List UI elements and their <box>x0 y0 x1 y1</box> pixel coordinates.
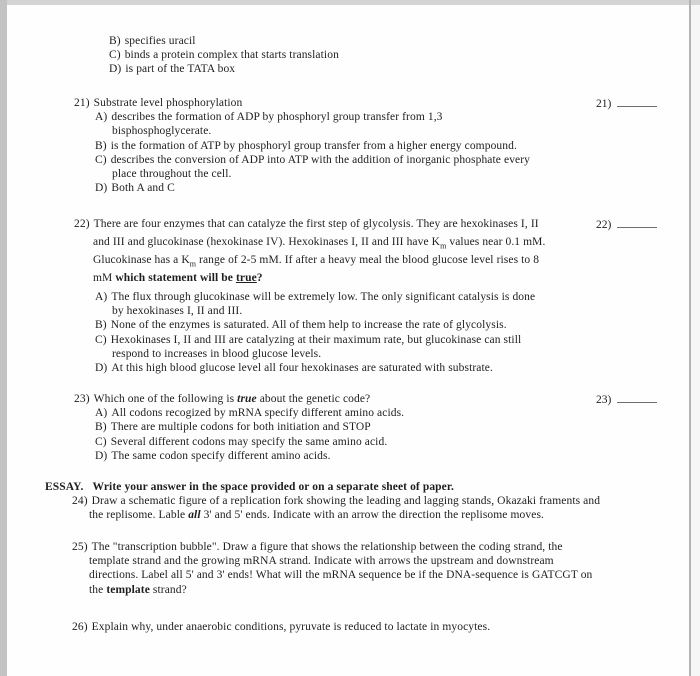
answer-blank-line <box>617 217 657 228</box>
option-text: by hexokinases I, II and III. <box>112 305 243 318</box>
answer-blank-label: 21) <box>596 98 612 110</box>
option-text: is part of the TATA box <box>125 63 236 76</box>
option-line-continued <box>0 304 686 318</box>
question-23 <box>0 392 686 463</box>
question-stem: There are four enzymes that can catalyze the first step of glycolysis. They are hexokinases I, II <box>93 218 539 230</box>
option-line <box>0 406 686 420</box>
option-line <box>0 361 686 375</box>
option-label: C) <box>95 435 107 448</box>
page-edge-right <box>691 5 700 676</box>
option-line-continued <box>0 124 686 138</box>
essay-heading-label: ESSAY. <box>45 481 84 493</box>
essay-question-line-continued <box>0 508 686 522</box>
option-line-continued <box>0 347 686 361</box>
option-label: B) <box>95 319 107 332</box>
question-26 <box>0 620 686 634</box>
answer-blank-label: 23) <box>596 394 612 406</box>
question-stem: Substrate level phosphorylation <box>93 97 243 109</box>
essay-question-line-continued <box>0 554 686 568</box>
question-stem: and III and glucokinase (hexokinase IV). Hexokinases I, II and III have $K_m$ values near 0.1 mM. <box>93 236 546 251</box>
question-24 <box>0 494 686 522</box>
question-25 <box>0 540 686 597</box>
essay-question-text: Draw a schematic figure of a replication fork showing the leading and lagging stands, Okazaki framents and <box>91 495 601 507</box>
option-label: B) <box>95 421 107 434</box>
option-text: All codons recogized by mRNA specify different amino acids. <box>111 407 405 420</box>
option-line <box>0 34 686 48</box>
question-number: 21) <box>74 97 90 109</box>
answer-blank-line <box>617 96 657 107</box>
essay-question-line <box>0 540 686 554</box>
essay-question-text: The "transcription bubble". Draw a figure that shows the relationship between the coding strand, the <box>91 541 563 553</box>
answer-blank-line <box>617 392 657 403</box>
option-label: C) <box>109 49 121 62</box>
question-number: 26) <box>72 621 88 633</box>
page-edge-right-line <box>689 0 691 676</box>
question-number: 22) <box>74 218 90 230</box>
option-line <box>0 435 686 449</box>
option-line <box>0 110 686 124</box>
option-text: Both A and C <box>111 182 175 195</box>
option-label: C) <box>95 333 107 346</box>
essay-question-text: template strand and the growing mRNA strand. Indicate with arrows the upstream and downstream <box>89 555 554 568</box>
option-text: binds a protein complex that starts translation <box>124 49 339 62</box>
answer-blank-21 <box>596 96 657 111</box>
option-text: specifies uracil <box>124 35 196 47</box>
carryover-options <box>0 34 686 77</box>
option-text: Hexokinases I, II and III are catalyzing at their maximum rate, but glucokinase can still <box>110 333 522 346</box>
question-stem: Glucokinase has a $K_m$ range of 2-5 mM. If after a heavy meal the blood glucose level rises to 8 <box>93 254 540 269</box>
question-stem-line <box>0 215 686 233</box>
answer-blank-label: 22) <box>596 219 612 231</box>
option-text: The same codon specify different amino acids. <box>111 449 331 462</box>
option-line <box>0 333 686 347</box>
option-line <box>0 318 686 332</box>
question-stem-line <box>0 392 686 406</box>
essay-question-text: directions. Label all 5' and 3' ends! What will the mRNA sequence be if the DNA-sequence is GATCGT on <box>89 569 593 582</box>
option-line <box>0 290 686 304</box>
option-label: D) <box>95 449 108 462</box>
option-text: Several different codons may specify the same amino acid. <box>110 435 388 448</box>
question-number: 24) <box>72 495 88 507</box>
question-stem: mM which statement will be true? <box>93 272 263 284</box>
option-line <box>0 153 686 167</box>
option-label: D) <box>95 182 108 195</box>
option-label: B) <box>95 139 107 152</box>
option-line <box>0 181 686 195</box>
essay-heading-line <box>0 480 686 494</box>
essay-question-text: Explain why, under anaerobic conditions, pyruvate is reduced to lactate in myocytes. <box>91 621 491 633</box>
essay-question-line-continued <box>0 583 686 597</box>
option-label: D) <box>109 63 122 76</box>
option-label: D) <box>95 361 108 374</box>
question-stem-line <box>0 233 686 251</box>
question-number: 23) <box>74 393 90 405</box>
essay-question-line <box>0 494 686 508</box>
essay-section-heading <box>0 480 686 494</box>
option-text: is the formation of ATP by phosphoryl group transfer from a higher energy compound. <box>110 139 517 152</box>
essay-question-line-continued <box>0 568 686 582</box>
option-line-continued <box>0 167 686 181</box>
option-text: respond to increases in blood glucose levels. <box>112 347 322 360</box>
option-line <box>0 48 686 62</box>
option-text: The flux through glucokinase will be extremely low. The only significant catalysis is done <box>111 291 536 303</box>
essay-instruction: Write your answer in the space provided or on a separate sheet of paper. <box>92 481 455 493</box>
page-edge-top <box>0 0 700 5</box>
option-label: C) <box>95 153 107 166</box>
option-line <box>0 449 686 463</box>
question-number: 25) <box>72 541 88 553</box>
question-stem-line <box>0 269 686 287</box>
option-line <box>0 420 686 434</box>
option-text: At this high blood glucose level all four hexokinases are saturated with substrate. <box>111 361 493 374</box>
option-text: bisphosphoglycerate. <box>112 125 212 138</box>
option-text: place throughout the cell. <box>112 167 232 180</box>
option-line <box>0 62 686 76</box>
option-label: A) <box>95 407 108 420</box>
question-21 <box>0 96 686 195</box>
option-line <box>0 139 686 153</box>
essay-question-line <box>0 620 686 634</box>
question-22 <box>0 215 686 375</box>
essay-question-text: the replisome. Lable all 3' and 5' ends. Indicate with an arrow the direction the replisome moves. <box>89 509 544 522</box>
option-text: describes the formation of ADP by phosphoryl group transfer from 1,3 <box>111 111 443 124</box>
option-label: A) <box>95 291 108 303</box>
question-stem-line <box>0 251 686 269</box>
option-text: None of the enzymes is saturated. All of them help to increase the rate of glycolysis. <box>110 319 507 332</box>
option-text: There are multiple codons for both initiation and STOP <box>110 421 371 434</box>
answer-blank-23 <box>596 392 657 407</box>
essay-question-text: the template strand? <box>89 583 187 596</box>
option-label: B) <box>109 35 121 47</box>
option-label: A) <box>95 111 108 124</box>
answer-blank-22 <box>596 217 657 232</box>
question-stem: Which one of the following is true about the genetic code? <box>93 393 371 405</box>
option-text: describes the conversion of ADP into ATP with the addition of inorganic phosphate every <box>110 153 531 166</box>
question-stem-line <box>0 96 686 110</box>
